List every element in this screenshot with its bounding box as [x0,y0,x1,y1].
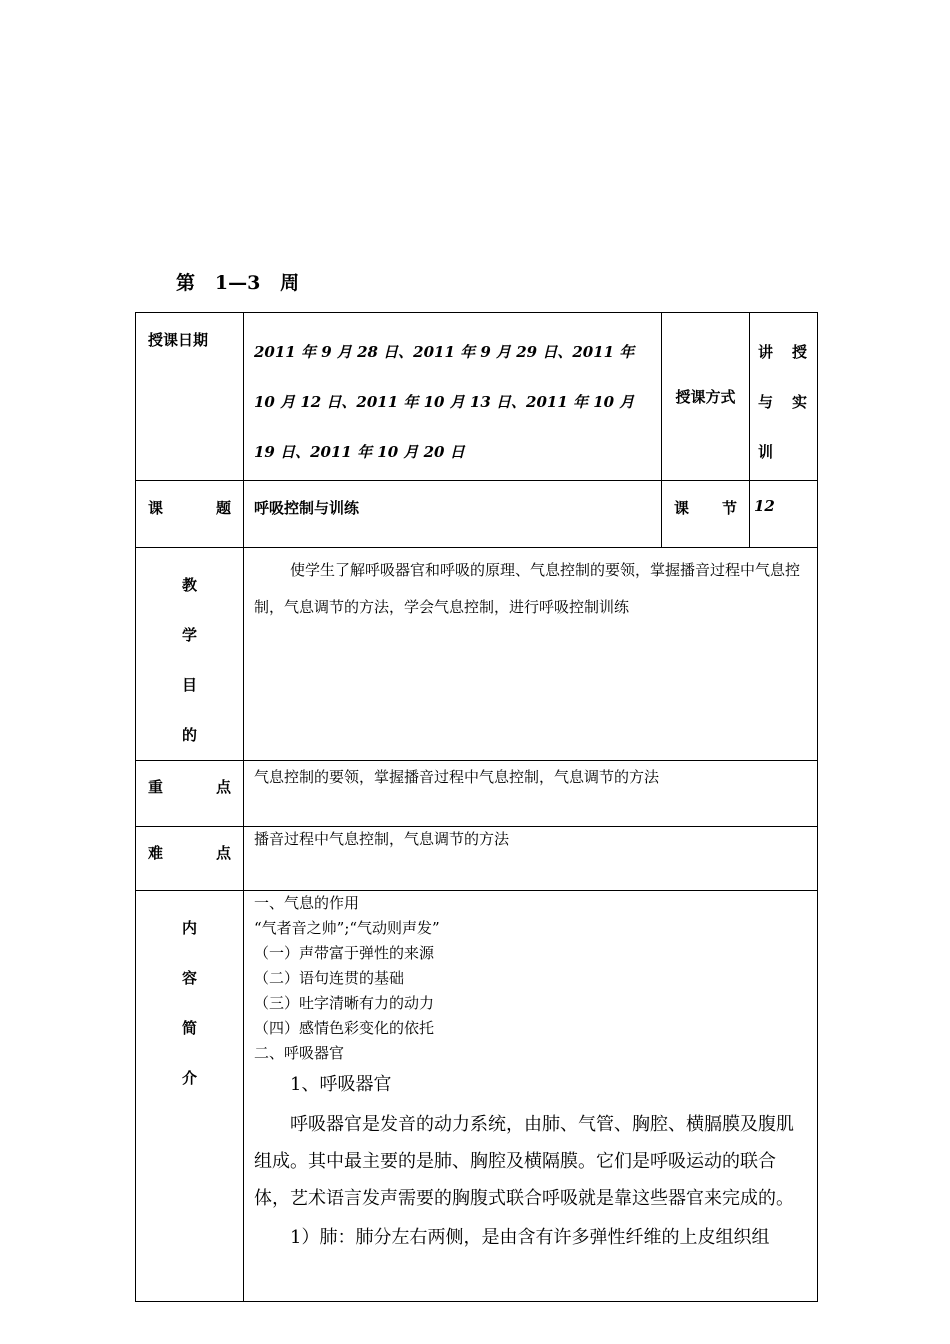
row-difficult-point [136,827,818,891]
row-key-point [136,761,818,827]
method-value: 讲 授 与 实 训 [750,313,818,481]
content-label: 内 容 简 介 [136,891,244,1302]
section-label: 课 节 [662,481,750,548]
goal-value: 使学生了解呼吸器官和呼吸的原理、气息控制的要领，掌握播音过程中气息控制，气息调节的方法，学会气息控制，进行呼吸控制训练 [244,548,818,761]
content-line: （四）感情色彩变化的依托 [254,1019,435,1037]
week-heading: 第 1—3 周 [176,272,300,294]
content-line: “气者音之帅”;“气动则声发” [254,919,440,937]
section-value: 12 [750,481,818,548]
content-line: （二）语句连贯的基础 [254,969,405,987]
topic-value: 呼吸控制与训练 [244,481,662,548]
method-label: 授课方式 [662,313,750,481]
key-value: 气息控制的要领，掌握播音过程中气息控制，气息调节的方法 [244,761,818,827]
content-line: 二、呼吸器官 [254,1044,345,1062]
hard-label: 难 点 [136,827,244,891]
row-teaching-date [136,313,818,481]
row-teaching-goal [136,548,818,761]
content-subheading: 1、呼吸器官 [290,1074,392,1095]
hard-value: 播音过程中气息控制，气息调节的方法 [244,827,818,891]
topic-label: 课 题 [136,481,244,548]
row-topic [136,481,818,548]
content-line: （一）声带富于弹性的来源 [254,944,435,962]
lesson-plan-table [135,312,818,1302]
goal-label: 教 学 目 的 [136,548,244,761]
content-line: 一、气息的作用 [254,894,360,912]
key-label: 重 点 [136,761,244,827]
date-label: 授课日期 [136,313,244,481]
content-line: （三）吐字清晰有力的动力 [254,994,435,1012]
row-content-summary [136,891,818,1302]
content-paragraph: 1）肺：肺分左右两侧，是由含有许多弹性纤维的上皮组织组 [290,1227,770,1248]
content-paragraph: 呼吸器官是发音的动力系统，由肺、气管、胸腔、横膈膜及腹肌组成。其中最主要的是肺、胸腔及横隔膜。它们是呼吸运动的联合体，艺术语言发声需要的胸腹式联合呼吸就是靠这些器官来完成的。 [254,1114,794,1209]
content-value [244,891,818,1302]
date-value: 2011 年 9 月 28 日、2011 年 9 月 29 日、2011 年 10 月 12 日、2011 年 10 月 13 日、2011 年 10 月 19 日、2011 年 10 月 20 日 [244,313,662,481]
